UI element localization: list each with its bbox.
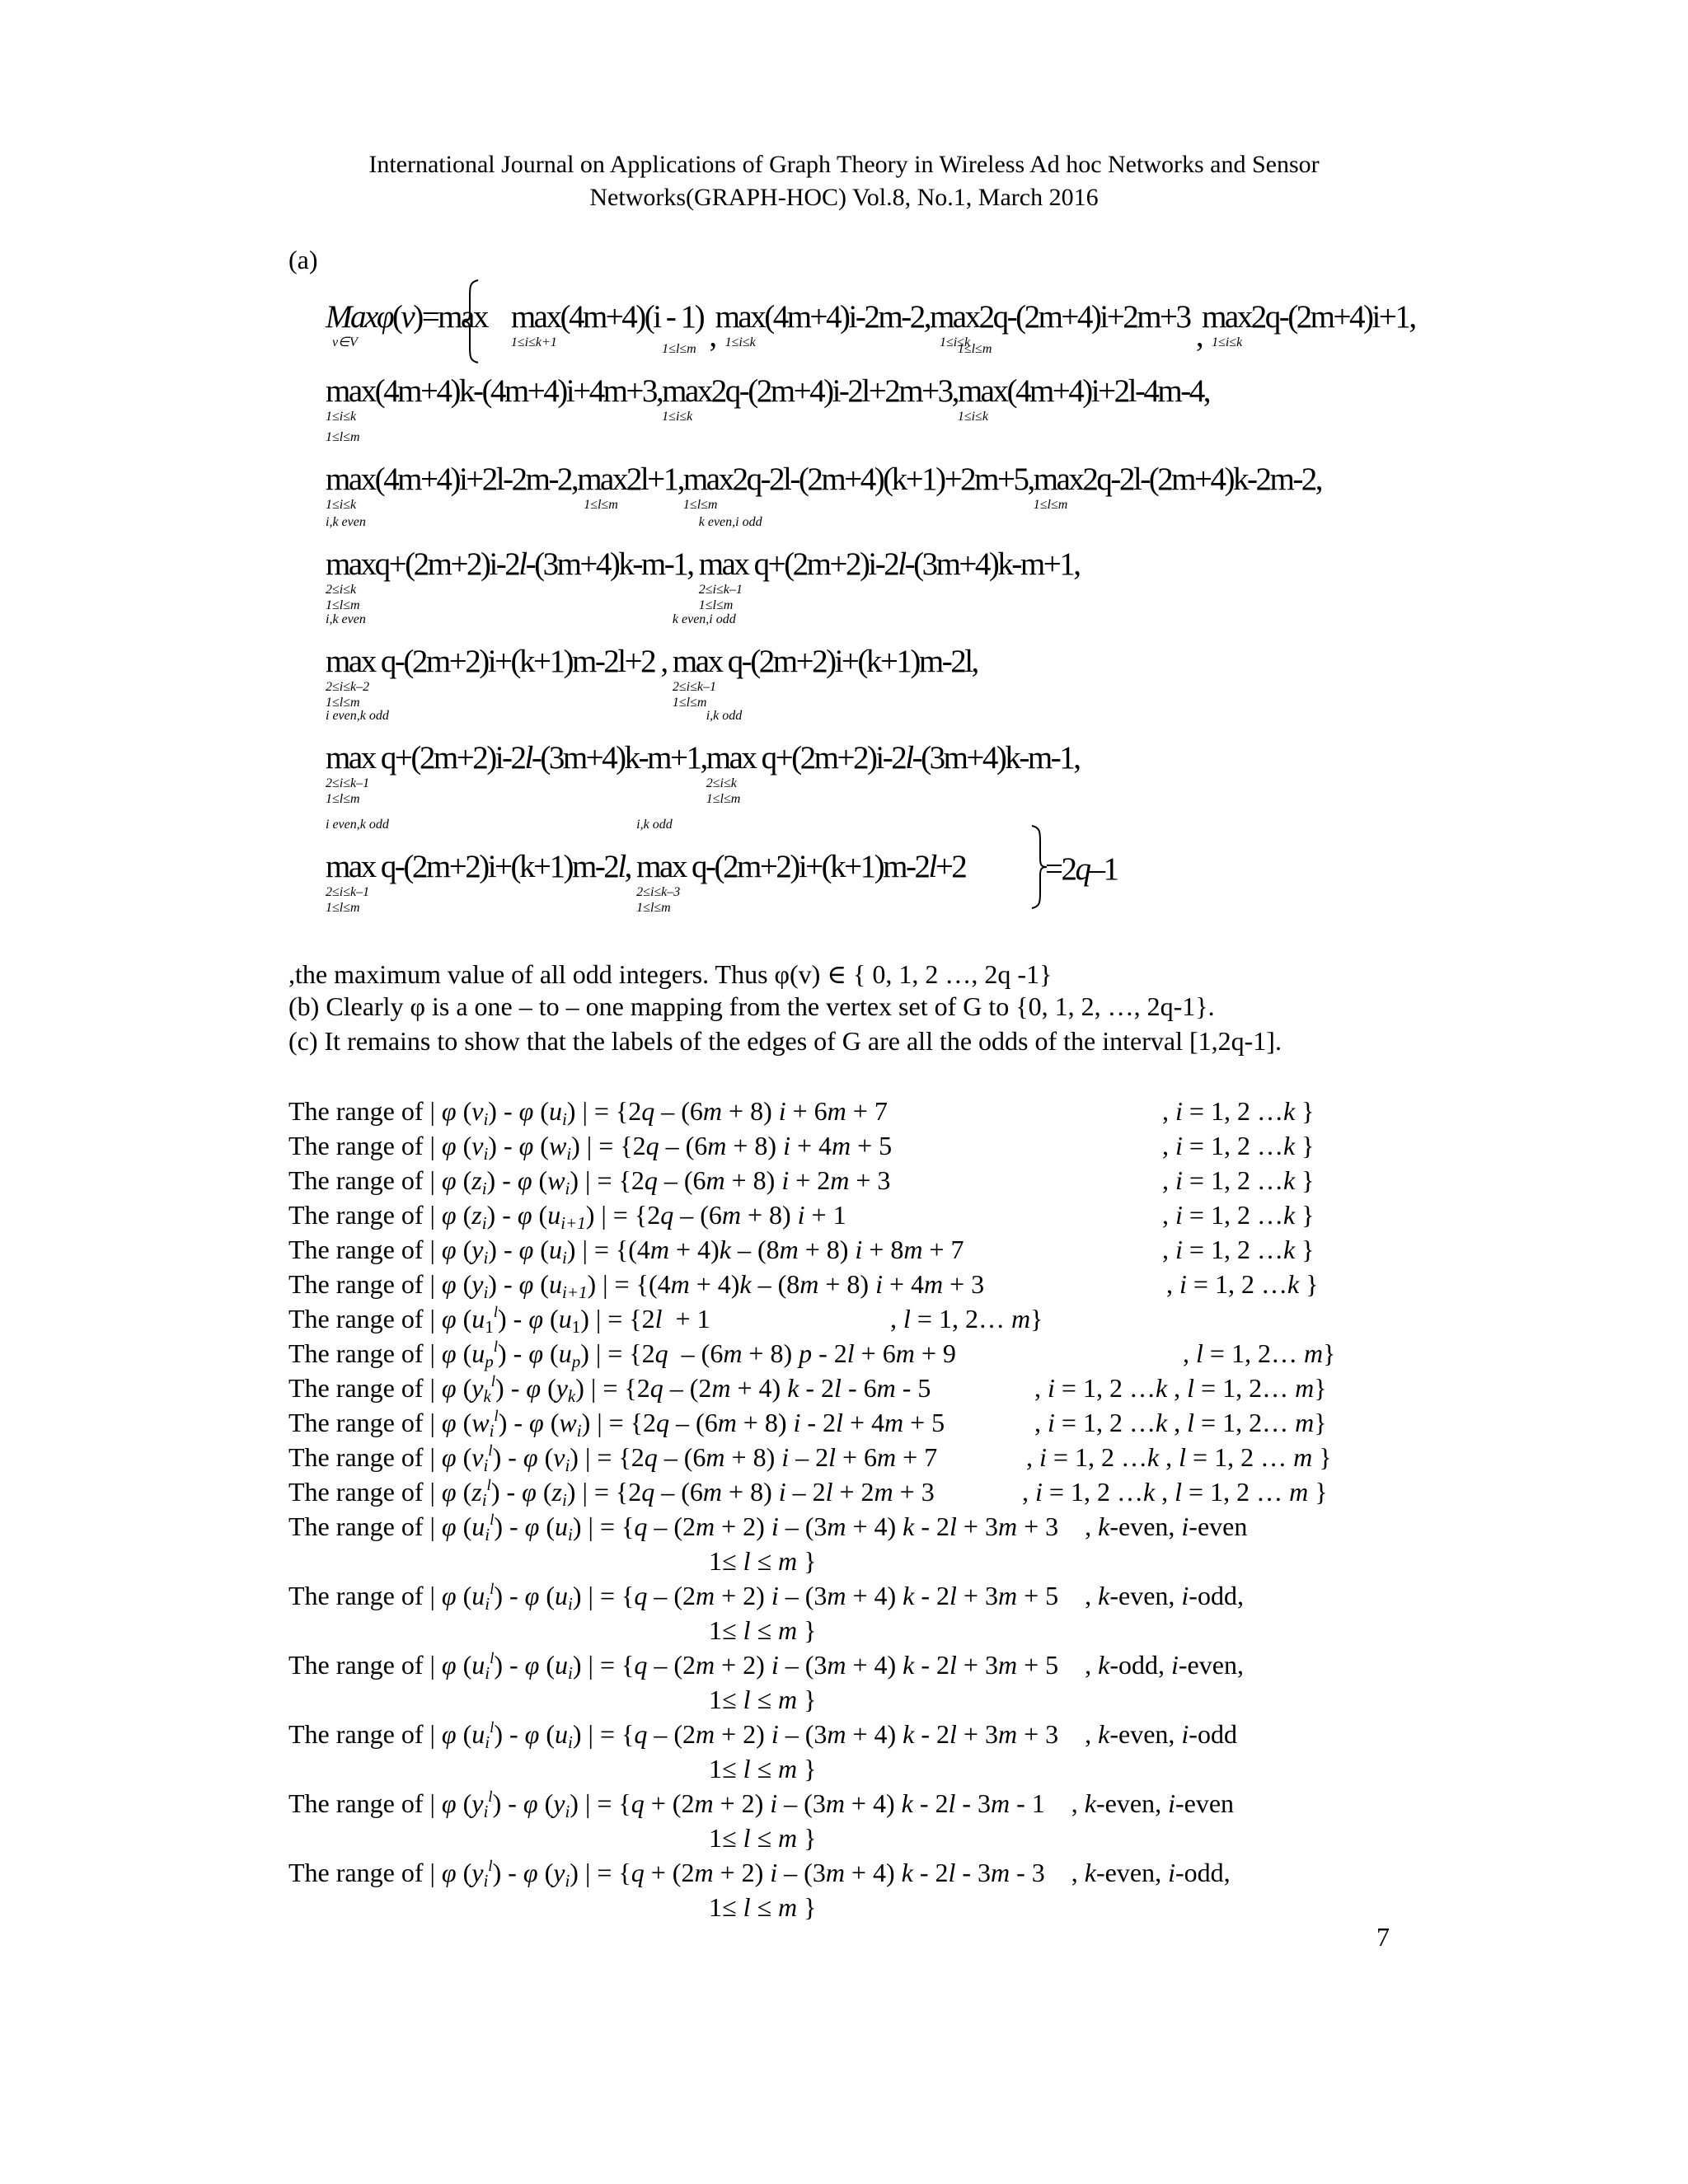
range-line-16: The range of | φ $(u_i^l)$ - φ $(u_i)$ | = {q – (2m + 2) i – (3m + 4) k - 2l + 3m + 3 , k-even, i-odd [288,1719,1237,1752]
max-value-sentence: ,the maximum value of all odd integers. Thus φ(v) ∈ { 0, 1, 2 …, 2q -1} [288,959,1053,989]
range-cond-4: , i = 1, 2 …k } [1162,1200,1315,1230]
range-line-9: The range of | φ $(y_k^l)$ - φ $(y_k)$ | = {2q – (2m + 4) k - 2l - 6m - 5 [288,1373,931,1406]
range-cond-12: , i = 1, 2 …k , l = 1, 2 … m } [1022,1477,1328,1507]
range-cond-16: 1≤ l ≤ m } [709,1754,817,1783]
range-line-2: The range of | φ $(v_i)$ - φ $(w_i)$ | = {2q – (6m + 8) i + 4m + 5 [288,1131,893,1164]
range-cond-11: , i = 1, 2 …k , l = 1, 2 … m } [1026,1442,1332,1472]
formula-line-1: Maxφ(v)=max v∈V max(4m+4)(i - 1) 1≤i≤k+1 , max(4m+4)i-2m-2, 1≤i≤k max2q-(2m+4)i+2m+3 1≤i≤k , max2q-(2m+4)i+1, 1≤i≤k [326,299,1415,354]
range-line-10: The range of | φ $(w_i^l)$ - φ $(w_i)$ | = {2q – (6m + 8) i - 2l + 4m + 5 [288,1408,945,1441]
part-a-label: (a) [288,245,318,274]
formula-line-4: i,k even maxq+(2m+2)i-2l-(3m+4)k-m-1, 2≤i≤k 1≤l≤m k even,i odd max q+(2m+2)i-2l-(3m+4)k-m+1, 2≤i≤k–1 1≤l≤m [326,515,1080,612]
range-line-4: The range of | φ $(z_i)$ - φ $(u_{i+1})$ | = {2q – (6m + 8) i + 1 [288,1200,846,1233]
range-line-14: The range of | φ $(u_i^l)$ - φ $(u_i)$ | = {q – (2m + 2) i – (3m + 4) k - 2l + 3m + 5 , k-even, i-odd, [288,1581,1244,1614]
range-cond-18: 1≤ l ≤ m } [709,1892,817,1922]
range-line-3: The range of | φ $(z_i)$ - φ $(w_i)$ | = {2q – (6m + 8) i + 2m + 3 [288,1165,891,1198]
range-cond-6: , i = 1, 2 …k } [1166,1269,1319,1299]
range-line-8: The range of | φ $(u_p^l)$ - φ $(u_p)$ | = {2q – (6m + 8) p - 2l + 6m + 9 [288,1338,956,1371]
journal-header-line-2: Networks(GRAPH-HOC) Vol.8, No.1, March 2016 [589,184,1099,211]
part-b-sentence: (b) Clearly φ is a one – to – one mapping from the vertex set of G to {0, 1, 2, …, 2q-1}. [288,991,1215,1021]
range-cond-5: , i = 1, 2 …k } [1162,1235,1315,1264]
range-cond-17: 1≤ l ≤ m } [709,1823,817,1853]
formula-result: =2q–1 [1045,851,1118,887]
range-cond-15: 1≤ l ≤ m } [709,1685,817,1714]
formula-line-3: 1≤l≤m max(4m+4)i+2l-2m-2, 1≤i≤k max2l+1, 1≤l≤m max2q-2l-(2m+4)(k+1)+2m+5, 1≤l≤m max2q-2l-(2m+4)k-2m-2, 1≤l≤m [326,430,1322,512]
range-line-1: The range of | φ $(v_i)$ - φ $(u_i)$ | = {2q – (6m + 8) i + 6m + 7 [288,1096,888,1129]
range-cond-8: , l = 1, 2… m} [1183,1338,1336,1368]
range-line-17: The range of | φ $(y_i^l)$ - φ $(y_i)$ | = {q + (2m + 2) i – (3m + 4) k - 2l - 3m - 1 , k-even, i-even [288,1788,1235,1821]
journal-header-line-1: International Journal on Applications of Graph Theory in Wireless Ad hoc Networks and Sensor [368,151,1320,178]
range-line-6: The range of | φ $(y_i)$ - φ $(u_{i+1})$ | = {(4m + 4)k – (8m + 8) i + 4m + 3 [288,1269,985,1302]
range-cond-9: , i = 1, 2 …k , l = 1, 2… m} [1034,1373,1327,1403]
range-line-11: The range of | φ $(v_i^l)$ - φ $(v_i)$ | = {2q – (6m + 8) i – 2l + 6m + 7 [288,1442,938,1475]
page-number: 7 [1376,1922,1390,1952]
formula-line-6: i even,k odd max q+(2m+2)i-2l-(3m+4)k-m+1, 2≤i≤k–1 1≤l≤m i,k odd max q+(2m+2)i-2l-(3m+4)k-m-1, 2≤i≤k 1≤l≤m [326,709,1080,806]
range-line-7: The range of | φ $(u_1^l)$ - φ $(u_1)$ | = {2l + 1 [288,1304,710,1337]
formula-line-2: max(4m+4)k-(4m+4)i+4m+3, 1≤i≤k 1≤l≤m max2q-(2m+4)i-2l+2m+3, 1≤i≤k 1≤l≤m max(4m+4)i+2l-4m-4, 1≤i≤k [326,342,1210,424]
formula-line-7: i even,k odd max q-(2m+2)i+(k+1)m-2l, 2≤i≤k–1 1≤l≤m i,k odd max q-(2m+2)i+(k+1)m-2l+2 2≤i≤k–3 1≤l≤m [326,818,966,915]
range-cond-7: , l = 1, 2… m} [890,1304,1043,1333]
range-cond-10: , i = 1, 2 …k , l = 1, 2… m} [1034,1408,1327,1437]
formula-line-5: i,k even max q-(2m+2)i+(k+1)m-2l+2 , 2≤i≤k–2 1≤l≤m k even,i odd max q-(2m+2)i+(k+1)m-2l, 2≤i≤k–1 1≤l≤m [326,612,978,710]
range-line-18: The range of | φ $(y_i^l)$ - φ $(y_i)$ | = {q + (2m + 2) i – (3m + 4) k - 2l - 3m - 3 , k-even, i-odd, [288,1858,1231,1891]
range-cond-3: , i = 1, 2 …k } [1162,1165,1315,1195]
range-line-15: The range of | φ $(u_i^l)$ - φ $(u_i)$ | = {q – (2m + 2) i – (3m + 4) k - 2l + 3m + 5 , k-odd, i-even, [288,1650,1244,1683]
range-cond-2: , i = 1, 2 …k } [1162,1131,1315,1160]
range-line-5: The range of | φ $(y_i)$ - φ $(u_i)$ | = {(4m + 4)k – (8m + 8) i + 8m + 7 [288,1235,964,1268]
range-line-13: The range of | φ $(u_i^l)$ - φ $(u_i)$ | = {q – (2m + 2) i – (3m + 4) k - 2l + 3m + 3 , k-even, i-even [288,1511,1248,1544]
range-cond-13: 1≤ l ≤ m } [709,1546,817,1576]
range-cond-14: 1≤ l ≤ m } [709,1615,817,1645]
part-c-sentence: (c) It remains to show that the labels of the edges of G are all the odds of the interval [1,2q-1]. [288,1026,1282,1056]
range-line-12: The range of | φ $(z_i^l)$ - φ $(z_i)$ | = {2q – (6m + 8) i – 2l + 2m + 3 [288,1477,935,1510]
range-cond-1: , i = 1, 2 …k } [1162,1096,1315,1126]
